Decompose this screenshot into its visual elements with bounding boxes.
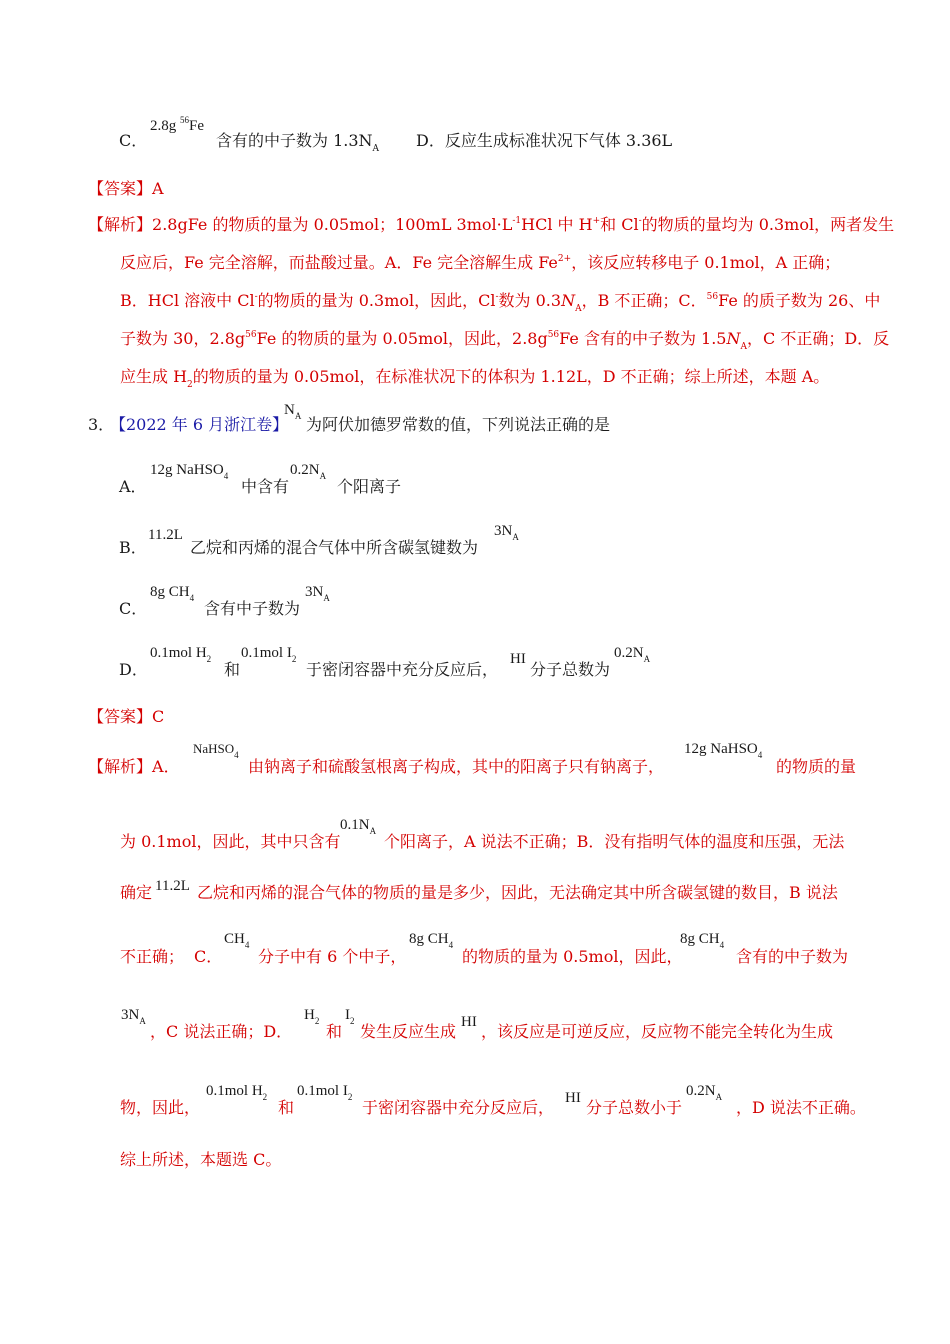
q3-option-d-text-2: 于密闭容器中充分反应后， — [306, 660, 499, 679]
q3-analysis-r5-text-4: ，该反应是可逆反应，反应物不能完全转化为生成 — [481, 1022, 834, 1041]
q3-analysis-r2-formula-1: $0.1N_A$ — [340, 817, 377, 836]
q3-analysis-r6-formula-4: $0.2N_A$ — [686, 1083, 723, 1102]
q3-option-b-formula-2: $3N_A$ — [494, 523, 519, 542]
q3-analysis-r6-formula-2: 0.1mol $I_2$ — [297, 1083, 353, 1102]
q2-option-c-formula: 2.8g $^{56}$Fe — [150, 115, 204, 134]
q3-analysis-r2-text-2: 个阳离子，A 说法不正确；B．没有指明气体的温度和压强，无法 — [384, 832, 845, 851]
q3-analysis-r6-formula-1: 0.1mol $H_2$ — [206, 1083, 268, 1102]
q3-analysis-r5-formula-3: $I_2$ — [345, 1007, 355, 1026]
q2-option-c-label: C． — [119, 131, 148, 150]
q3-analysis-r6-formula-3: HI — [565, 1090, 581, 1106]
q3-analysis-r5-text-1: ，C 说法正确；D． — [150, 1022, 293, 1041]
q3-analysis-r1-formula-2: 12g NaHSO$_4$ — [684, 741, 763, 760]
q3-analysis-r6-text-3: 于密闭容器中充分反应后， — [362, 1098, 555, 1117]
q3-answer: 【答案】C — [88, 707, 165, 726]
q3-option-d-formula-4: $0.2N_A$ — [614, 645, 651, 664]
q3-analysis-conclusion: 综上所述，本题选 C。 — [120, 1150, 282, 1169]
q3-option-d-label: D． — [119, 660, 148, 679]
q2-analysis-line-1: 【解析】2.8gFe 的物质的量为 0.05mol；100mL $3mol\cdot L^{-1}HCl$ 中 H+和 Cl-的物质的量均为 0.3mol，两者发生 — [88, 215, 895, 234]
q3-analysis-label: 【解析】A． — [88, 757, 180, 776]
q3-analysis-r1-text-2: 的物质的量 — [776, 757, 857, 776]
q3-analysis-r6-text-2: 和 — [278, 1098, 295, 1117]
q3-option-a-formula-2: $0.2N_A$ — [290, 462, 327, 481]
q3-analysis-r4-text-5: 含有的中子数为 — [736, 947, 849, 966]
q3-analysis-r1-text-1: 由钠离子和硫酸氢根离子构成，其中的阳离子只有钠离子， — [248, 757, 665, 776]
q3-na-symbol: $N_A$ — [284, 402, 302, 421]
q3-option-c-formula-1: 8g $CH_4$ — [150, 584, 195, 603]
q3-option-a-label: A． — [119, 477, 147, 496]
q3-option-a-text-2: 个阳离子 — [337, 477, 402, 496]
q3-option-d-text-1: 和 — [224, 660, 241, 679]
q3-analysis-r1-formula-1: NaHSO$_4$ — [193, 741, 239, 760]
q3-option-b-text: 乙烷和丙烯的混合气体中所含碳氢键数为 — [190, 538, 479, 557]
q3-option-d-formula-3: HI — [510, 651, 526, 667]
q3-analysis-r4-formula-3: 8g $CH_4$ — [680, 931, 725, 950]
q3-analysis-r5-text-2: 和 — [326, 1022, 343, 1041]
q2-analysis-line-3: B．HCl 溶液中 Cl-的物质的量为 0.3mol，因此，Cl-数为 $0.3N_A$，B 不正确；C．$^{56}$Fe 的质子数为 26、中 — [120, 291, 881, 314]
q3-analysis-r4-text-1: 不正确； — [120, 947, 185, 966]
q3-option-d-formula-1: 0.1mol $H_2$ — [150, 645, 212, 664]
q3-analysis-r5-formula-1: $3N_A$ — [121, 1007, 146, 1026]
q3-analysis-r4-text-3: 分子中有 6 个中子， — [258, 947, 407, 966]
q3-option-b-formula-1: 11.2L — [148, 527, 183, 543]
q2-option-c-text: 含有的中子数为 $1.3N_A$ — [216, 131, 380, 154]
q3-option-a-text-1: 中含有 — [241, 477, 290, 496]
q2-option-d: D．反应生成标准状况下气体 3.36L — [416, 131, 673, 150]
q2-analysis-line-5: 应生成 $H_2$的物质的量为 0.05mol，在标准状况下的体积为 1.12L，D 不正确；综上所述，本题 A。 — [120, 367, 830, 390]
q3-option-c-label: C． — [119, 599, 148, 618]
q3-number: 3． — [88, 415, 115, 434]
q3-analysis-r6-text-5: ，D 说法不正确。 — [736, 1098, 866, 1117]
q3-analysis-r4-text-4: 的物质的量为 0.5mol，因此， — [462, 947, 683, 966]
q3-option-a-formula-1: 12g NaHSO$_4$ — [150, 462, 229, 481]
q3-analysis-r2-text-1: 为 0.1mol，因此，其中只含有 — [120, 832, 341, 851]
q2-analysis-line-2: 反应后，Fe 完全溶解，而盐酸过量。A．Fe 完全溶解生成 $Fe^{2+}$，该反应转移电子 0.1mol，A 正确； — [120, 253, 841, 272]
q3-option-b-label: B． — [119, 538, 147, 557]
q3-analysis-r5-formula-4: HI — [461, 1014, 477, 1030]
q2-answer: 【答案】A — [88, 179, 164, 198]
q3-analysis-r3-formula-1: 11.2L — [155, 878, 190, 894]
q2-analysis-line-4: 子数为 30，$2.8g^{56}Fe$ 的物质的量为 0.05mol，因此，$2.8g^{56}Fe$ 含有的中子数为 $1.5N_A$，C 不正确；D．反 — [120, 329, 890, 352]
q3-option-d-formula-2: 0.1mol $I_2$ — [241, 645, 297, 664]
q3-option-c-formula-2: $3N_A$ — [305, 584, 330, 603]
q3-source: 【2022 年 6 月浙江卷】 — [110, 415, 289, 434]
q3-option-d-text-3: 分子总数为 — [530, 660, 611, 679]
q3-analysis-r6-text-1: 物，因此， — [120, 1098, 201, 1117]
q3-analysis-r6-text-4: 分子总数小于 — [586, 1098, 683, 1117]
q3-analysis-r5-text-3: 发生反应生成 — [360, 1022, 457, 1041]
q3-analysis-r3-text-2: 乙烷和丙烯的混合气体的物质的量是多少，因此，无法确定其中所含碳氢键的数目，B 说法 — [197, 883, 838, 902]
q3-stem: 为阿伏加德罗常数的值，下列说法正确的是 — [306, 415, 611, 434]
q3-analysis-r3-text-1: 确定 — [120, 883, 153, 902]
q3-analysis-r4-formula-1: $CH_4$ — [224, 931, 250, 950]
q3-option-c-text: 含有中子数为 — [204, 599, 301, 618]
q3-analysis-r5-formula-2: $H_2$ — [304, 1007, 320, 1026]
q3-analysis-r4-formula-2: 8g $CH_4$ — [409, 931, 454, 950]
q3-analysis-r4-text-2: C． — [194, 947, 223, 966]
